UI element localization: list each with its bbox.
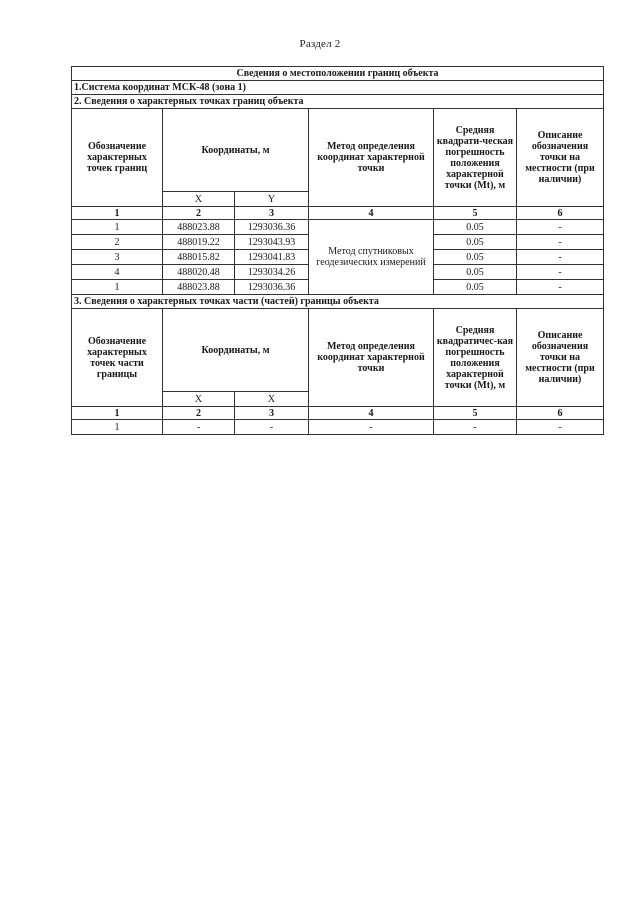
x-cell: 488015.82 — [163, 250, 235, 265]
x-cell: 488019.22 — [163, 235, 235, 250]
point-cell: 1 — [72, 220, 163, 235]
header-desc: Описание обозначения точки на местности (при наличии) — [517, 109, 604, 207]
desc-cell: - — [517, 280, 604, 295]
y-cell: - — [235, 420, 309, 435]
header-coords: Координаты, м — [163, 109, 309, 192]
point-cell: 4 — [72, 265, 163, 280]
header-coords: Координаты, м — [163, 309, 309, 392]
x-cell: 488023.88 — [163, 220, 235, 235]
desc-cell: - — [517, 420, 604, 435]
coord-system-label: 1.Система координат МСК-48 (зона 1) — [72, 81, 604, 95]
col-number: 4 — [309, 207, 434, 220]
table-title: Сведения о местоположении границ объекта — [72, 67, 604, 81]
col-number: 5 — [434, 207, 517, 220]
header-x: X — [163, 192, 235, 207]
page-title: Раздел 2 — [299, 38, 341, 50]
col-number: 1 — [72, 407, 163, 420]
y-cell: 1293043.93 — [235, 235, 309, 250]
desc-cell: - — [517, 220, 604, 235]
mt-cell: 0.05 — [434, 280, 517, 295]
y-cell: 1293036.36 — [235, 280, 309, 295]
method-cell: - — [309, 420, 434, 435]
x-cell: - — [163, 420, 235, 435]
col-number: 6 — [517, 407, 604, 420]
point-cell: 2 — [72, 235, 163, 250]
col-number: 5 — [434, 407, 517, 420]
y-cell: 1293041.83 — [235, 250, 309, 265]
mt-cell: - — [434, 420, 517, 435]
y-cell: 1293036.36 — [235, 220, 309, 235]
header-x: X — [163, 392, 235, 407]
col-number: 1 — [72, 207, 163, 220]
col-number: 3 — [235, 207, 309, 220]
method-cell: Метод спутниковых геодезических измерений — [309, 220, 434, 295]
header-y: Y — [235, 192, 309, 207]
table-row — [72, 220, 604, 235]
col-number: 4 — [309, 407, 434, 420]
point-cell: 3 — [72, 250, 163, 265]
mt-cell: 0.05 — [434, 250, 517, 265]
mt-cell: 0.05 — [434, 265, 517, 280]
table-row — [72, 420, 604, 435]
section2-title: 2. Сведения о характерных точках границ объекта — [72, 95, 604, 109]
point-cell: 1 — [72, 420, 163, 435]
header-mt: Средняя квадратичес-кая погрешность положения характерной точки (Mt), м — [434, 309, 517, 407]
col-number: 2 — [163, 207, 235, 220]
header-mt: Средняя квадрати-ческая погрешность положения характерной точки (Mt), м — [434, 109, 517, 207]
x-cell: 488020.48 — [163, 265, 235, 280]
y-cell: 1293034.26 — [235, 265, 309, 280]
header-point: Обозначение характерных точек границ — [72, 109, 163, 207]
col-number: 3 — [235, 407, 309, 420]
desc-cell: - — [517, 250, 604, 265]
header-point: Обозначение характерных точек части границы — [72, 309, 163, 407]
header-desc: Описание обозначения точки на местности (при наличии) — [517, 309, 604, 407]
mt-cell: 0.05 — [434, 220, 517, 235]
header-y: X — [235, 392, 309, 407]
header-method: Метод определения координат характерной точки — [309, 109, 434, 207]
header-method: Метод определения координат характерной точки — [309, 309, 434, 407]
desc-cell: - — [517, 235, 604, 250]
section3-title: 3. Сведения о характерных точках части (частей) границы объекта — [72, 295, 604, 309]
col-number: 2 — [163, 407, 235, 420]
col-number: 6 — [517, 207, 604, 220]
desc-cell: - — [517, 265, 604, 280]
point-cell: 1 — [72, 280, 163, 295]
x-cell: 488023.88 — [163, 280, 235, 295]
boundary-table — [71, 66, 604, 435]
mt-cell: 0.05 — [434, 235, 517, 250]
